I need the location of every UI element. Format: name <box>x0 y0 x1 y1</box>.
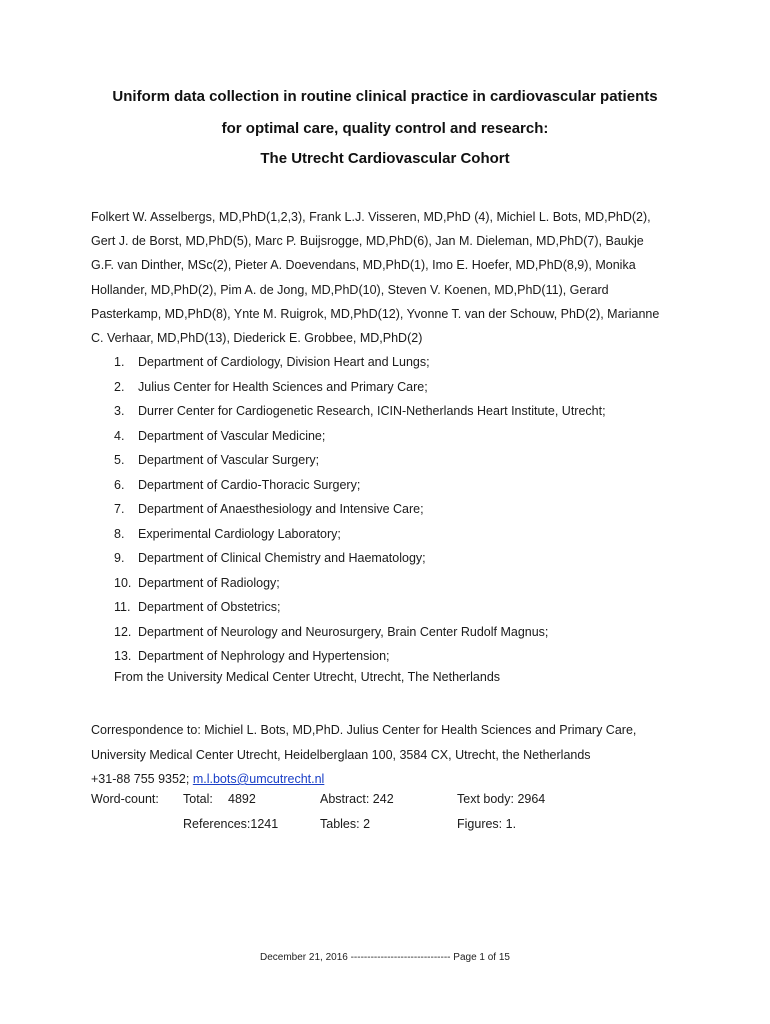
total-label: Total: <box>183 792 213 806</box>
text-body-count: Text body: 2964 <box>457 792 546 806</box>
affiliation-text: Experimental Cardiology Laboratory; <box>138 526 341 541</box>
institution-line: From the University Medical Center Utrecht, Utrecht, The Netherlands <box>114 670 501 684</box>
word-count-label: Word-count: <box>91 792 159 806</box>
affiliation-text: Department of Vascular Surgery; <box>138 453 320 467</box>
affiliation-number: 1. <box>114 355 125 369</box>
total-value: 4892 <box>228 792 256 806</box>
correspondence-address: University Medical Center Utrecht, Heidelberglaan 100, 3584 CX, Utrecht, the Netherlands <box>91 747 591 762</box>
author-list <box>91 205 691 350</box>
affiliation-number: 9. <box>114 551 125 565</box>
affiliation-item <box>114 522 734 547</box>
abstract-count: Abstract: 242 <box>320 792 394 806</box>
affiliation-number: 6. <box>114 477 125 492</box>
affiliation-list <box>114 350 734 669</box>
affiliation-number: 2. <box>114 379 125 394</box>
correspondence-line: Correspondence to: Michiel L. Bots, MD,PhD. Julius Center for Health Sciences and Primary Care, <box>91 723 637 737</box>
affiliation-number: 7. <box>114 502 125 516</box>
author-line: Pasterkamp, MD,PhD(8), Ynte M. Ruigrok, MD,PhD(12), Yvonne T. van der Schouw, PhD(2), Marianne <box>91 306 660 321</box>
affiliation-item <box>114 595 734 620</box>
affiliation-item <box>114 424 734 449</box>
affiliation-number: 10. <box>114 575 132 590</box>
affiliation-text: Department of Anaesthesiology and Intensive Care; <box>138 502 424 516</box>
affiliation-item <box>114 497 734 522</box>
phone-number: +31-88 755 9352; <box>91 772 190 786</box>
affiliation-text: Department of Neurology and Neurosurgery, Brain Center Rudolf Magnus; <box>138 624 549 639</box>
affiliation-item <box>114 571 734 596</box>
affiliation-item <box>114 375 734 400</box>
affiliation-number: 13. <box>114 649 132 663</box>
affiliation-number: 12. <box>114 624 132 639</box>
email-link[interactable]: m.l.bots@umcutrecht.nl <box>192 772 325 786</box>
affiliation-item <box>114 399 734 424</box>
affiliation-number: 11. <box>114 600 131 614</box>
figures-count: Figures: 1. <box>457 817 517 831</box>
page-footer: December 21, 2016 ------------------------------ Page 1 of 15 <box>259 952 510 963</box>
affiliation-text: Department of Vascular Medicine; <box>138 428 326 443</box>
affiliation-text: Department of Radiology; <box>138 575 280 590</box>
affiliation-text: Department of Nephrology and Hypertension; <box>138 649 390 663</box>
affiliation-item <box>114 448 734 473</box>
affiliation-text: Department of Obstetrics; <box>138 600 281 614</box>
affiliation-text: Durrer Center for Cardiogenetic Research, ICIN-Netherlands Heart Institute, Utrecht; <box>138 404 606 418</box>
affiliation-number: 4. <box>114 428 125 443</box>
affiliation-number: 3. <box>114 404 125 418</box>
affiliation-item <box>114 473 734 498</box>
affiliation-text: Department of Cardiology, Division Heart and Lungs; <box>138 355 430 369</box>
author-line: Folkert W. Asselbergs, MD,PhD(1,2,3), Frank L.J. Visseren, MD,PhD (4), Michiel L. Bots, MD,PhD(2), <box>91 210 651 224</box>
affiliation-item <box>114 546 734 571</box>
title-line-2: for optimal care, quality control and research: <box>221 120 549 137</box>
author-line: Gert J. de Borst, MD,PhD(5), Marc P. Buijsrogge, MD,PhD(6), Jan M. Dieleman, MD,PhD(7), Baukje <box>91 234 644 249</box>
title-line-1: Uniform data collection in routine clinical practice in cardiovascular patients <box>112 88 658 105</box>
affiliation-text: Department of Clinical Chemistry and Haematology; <box>138 551 426 565</box>
correspondence-contact <box>91 767 731 792</box>
affiliation-text: Department of Cardio-Thoracic Surgery; <box>138 477 361 492</box>
tables-count: Tables: 2 <box>320 817 371 831</box>
references-count: References:1241 <box>183 817 279 831</box>
affiliation-item <box>114 350 734 375</box>
author-line: C. Verhaar, MD,PhD(13), Diederick E. Grobbee, MD,PhD(2) <box>91 331 423 346</box>
correspondence-block <box>91 718 731 792</box>
affiliation-item <box>114 644 734 669</box>
author-line: G.F. van Dinther, MSc(2), Pieter A. Doevendans, MD,PhD(1), Imo E. Hoefer, MD,PhD(8,9), Monika <box>91 258 636 273</box>
author-line: Hollander, MD,PhD(2), Pim A. de Jong, MD,PhD(10), Steven V. Koenen, MD,PhD(11), Gerard <box>91 282 609 297</box>
affiliation-item <box>114 620 734 645</box>
affiliation-number: 8. <box>114 526 125 541</box>
affiliation-number: 5. <box>114 453 125 467</box>
title-line-3: The Utrecht Cardiovascular Cohort <box>260 150 510 167</box>
affiliation-text: Julius Center for Health Sciences and Primary Care; <box>138 379 428 394</box>
